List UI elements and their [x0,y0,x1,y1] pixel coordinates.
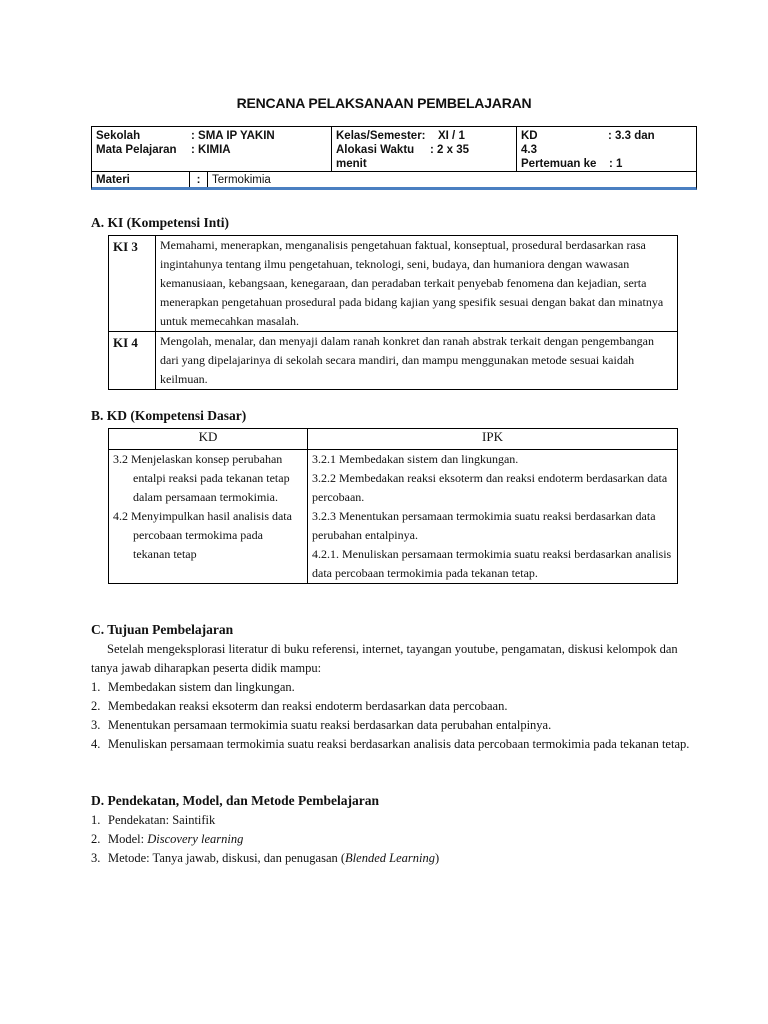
materi-colon: : [190,172,208,187]
sekolah-value: : SMA IP YAKIN [191,130,275,142]
column-header-ipk: IPK [308,429,678,450]
alokasi-value-unit: menit [336,158,367,170]
alokasi-label: Alokasi Waktu [336,144,415,156]
section-c-body [91,640,691,754]
sekolah-label: Sekolah [96,130,141,142]
table-row [109,450,678,584]
list-number: 2. [91,699,101,713]
list-item: 3.2.1 Membedakan sistem dan lingkungan. [312,452,519,466]
list-text-end: ) [434,851,440,865]
list-item [91,735,691,754]
list-number: 2. [91,832,101,846]
list-number: 4. [91,737,101,751]
column-header-kd: KD [109,429,308,450]
kd-table [108,428,678,584]
list-item: 3.2 Menjelaskan konsep perubahan entalpi reaksi pada tekanan tetap dalam persamaan termokimia. [113,452,290,504]
list-item: 4.2.1. Menuliskan persamaan termokimia suatu reaksi berdasarkan analisis data percobaan termokimia pada tekanan tetap. [312,547,672,580]
alokasi-value: : 2 x 35 [430,144,469,156]
info-cell-class [332,127,517,171]
list-item [91,830,691,849]
section-a-heading: A. KI (Kompetensi Inti) [91,215,229,230]
info-cell-kd [517,127,696,171]
list-item: 3.2.2 Membedakan reaksi eksoterm dan reaksi endoterm berdasarkan data percobaan. [312,471,668,504]
ki-code: KI 3 [109,236,156,332]
list-number: 1. [91,680,101,694]
ki-text: Memahami, menerapkan, menganalisis pengetahuan faktual, konseptual, prosedural berdasarkan rasa ingintahunya tentang ilmu pengetahuan, teknologi, seni, budaya, dan humaniora dengan wawasan kemanusiaan, kebangsaan, kenegaraan, dan peradaban terkait penyebab fenomena dan kejadian, serta menerapkan pengetahuan prosedural pada bidang kajian yang spesifik sesuai dengan bakat dan minatnya untuk memecahkan masalah. [156,236,678,332]
list-text-italic: Discovery learning [147,832,244,846]
section-c-intro: Setelah mengeksplorasi literatur di buku referensi, internet, tayangan youtube, pengamatan, diskusi kelompok dan tanya jawab diharapkan peserta didik mampu: [91,642,678,675]
info-cell-school [92,127,332,171]
section-d-body [91,811,691,868]
section-b-heading: B. KD (Kompetensi Dasar) [91,408,247,423]
ipk-cell [308,450,678,584]
kd-value-2: 4.3 [521,144,537,156]
tujuan-list [91,678,691,754]
list-text-italic: Blended Learning [345,851,435,865]
list-item [91,678,691,697]
list-item [91,697,691,716]
list-number: 3. [91,718,101,732]
materi-label: Materi [92,172,190,187]
list-text: Membedakan sistem dan lingkungan. [108,680,295,694]
list-item [91,849,691,868]
list-number: 1. [91,813,101,827]
list-text: Metode: Tanya jawab, diskusi, dan penugasan ( [108,851,346,865]
kelas-value: XI / 1 [438,130,465,142]
ki-table [108,235,678,390]
kd-value: : 3.3 dan [608,130,655,142]
section-c-heading: C. Tujuan Pembelajaran [91,622,234,637]
list-text: Pendekatan: Saintifik [108,813,216,827]
list-item [91,811,691,830]
materi-value: Termokimia [212,174,271,186]
mapel-label: Mata Pelajaran [96,144,177,156]
list-item: 3.2.3 Menentukan persamaan termokimia suatu reaksi berdasarkan data perubahan entalpinya. [312,509,656,542]
list-item [91,716,691,735]
pertemuan-label: Pertemuan ke [521,158,597,170]
list-number: 3. [91,851,101,865]
table-row [109,332,678,390]
info-table [91,126,697,190]
mapel-value: : KIMIA [191,144,231,156]
list-text: Membedakan reaksi eksoterm dan reaksi endoterm berdasarkan data percobaan. [108,699,508,713]
ki-text: Mengolah, menalar, dan menyaji dalam ranah konkret dan ranah abstrak terkait dengan pengembangan dari yang dipelajarinya di sekolah secara mandiri, dan mampu menggunakan metode sesuai kaidah keilmuan. [156,332,678,390]
kd-label: KD [521,130,538,142]
table-row [109,236,678,332]
kelas-label: Kelas/Semester: [336,130,426,142]
document-title: RENCANA PELAKSANAAN PEMBELAJARAN [236,95,532,111]
list-text: Menentukan persamaan termokimia suatu reaksi berdasarkan data perubahan entalpinya. [108,718,552,732]
table-header-row [109,429,678,450]
pertemuan-value: : 1 [609,158,623,170]
materi-row [91,172,697,190]
kd-cell [109,450,308,584]
section-d-heading: D. Pendekatan, Model, dan Metode Pembelajaran [91,793,379,808]
pendekatan-list [91,811,691,868]
ki-code: KI 4 [109,332,156,390]
list-text: Model: [108,832,148,846]
list-item: 4.2 Menyimpulkan hasil analisis data percobaan termokima pada tekanan tetap [113,509,292,561]
list-text: Menuliskan persamaan termokimia suatu reaksi berdasarkan analisis data percobaan termokimia pada tekanan tetap. [108,737,690,751]
